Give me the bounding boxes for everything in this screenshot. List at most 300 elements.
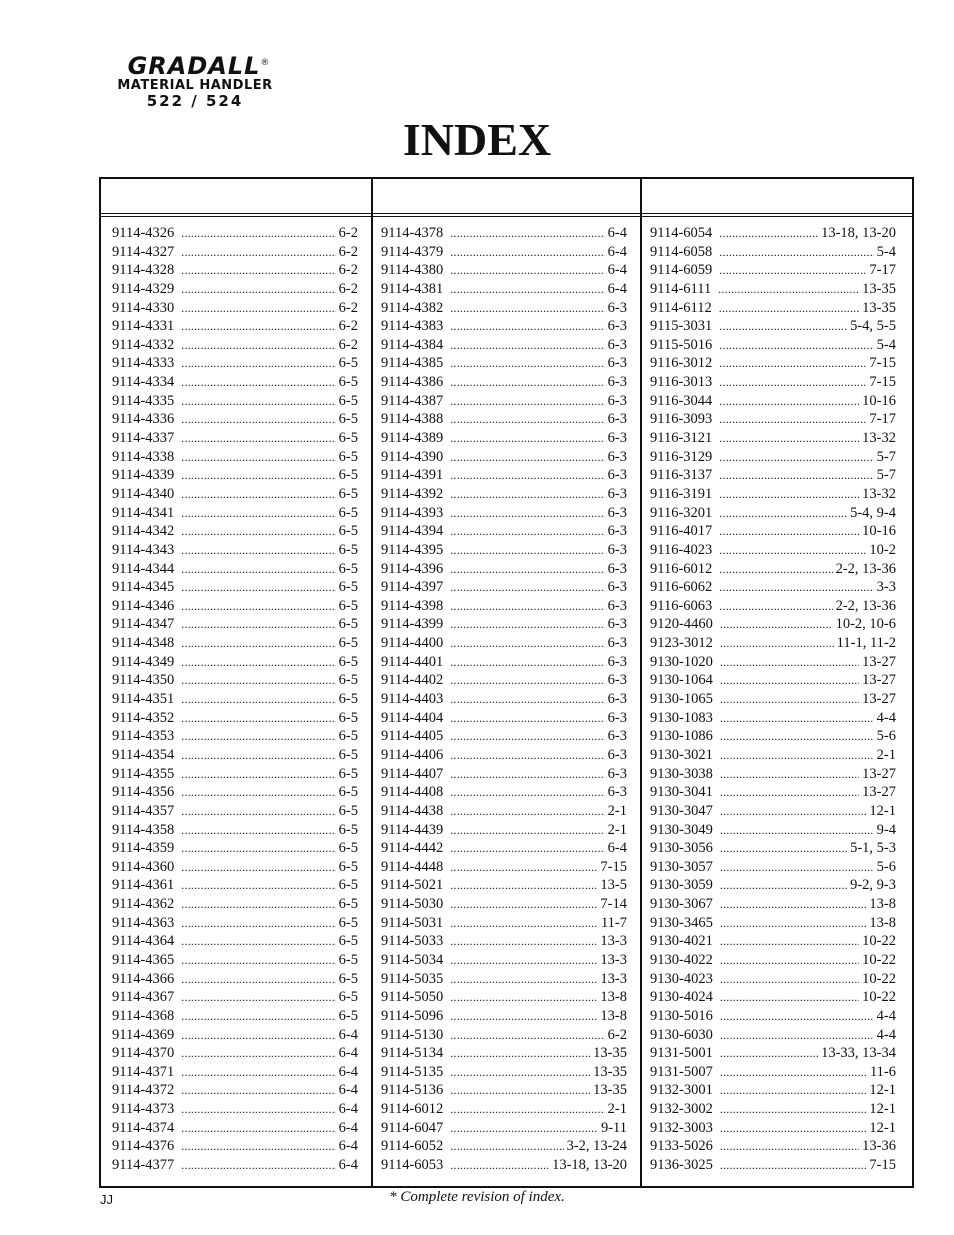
part-number: 9114-4353 [112,728,175,745]
index-entry [112,354,358,373]
index-entry [112,224,358,243]
dot-leader [450,317,604,336]
dot-leader [450,243,604,262]
index-entry [112,1100,358,1119]
page-reference: 3-2, 13-24 [566,1138,627,1155]
index-entry [381,466,627,485]
page-reference: 6-2 [338,262,358,279]
dot-leader [181,261,335,280]
dot-leader [720,690,859,709]
part-number: 9114-4340 [112,485,175,502]
page-reference: 6-5 [338,374,358,391]
part-number: 9130-5016 [650,1007,713,1024]
index-entry [650,522,896,541]
page-reference: 6-4 [338,1157,358,1174]
dot-leader [181,560,335,579]
dot-leader [181,895,335,914]
dot-leader [181,951,335,970]
index-entry [650,690,896,709]
page-reference: 6-3 [607,374,627,391]
index-entry [112,765,358,784]
dot-leader [450,504,604,523]
page-reference: 6-5 [338,392,358,409]
index-entry [112,541,358,560]
part-number: 9114-5134 [381,1045,444,1062]
page-reference: 6-5 [338,560,358,577]
index-entry [381,1100,627,1119]
dot-leader [181,336,335,355]
page-reference: 6-3 [607,504,627,521]
dot-leader [181,243,335,262]
dot-leader [450,802,604,821]
page-reference: 6-3 [607,560,627,577]
page-reference: 4-4 [876,1007,896,1024]
page-reference: 7-15 [869,355,896,372]
index-entry [650,634,896,653]
dot-leader [181,839,335,858]
dot-leader [181,1119,335,1138]
dot-leader [450,522,604,541]
dot-leader [181,1026,335,1045]
index-entry [650,466,896,485]
part-number: 9130-4023 [650,970,713,987]
page-reference: 6-5 [338,802,358,819]
part-number: 9114-4398 [381,597,444,614]
part-number: 9114-4342 [112,523,175,540]
dot-leader [450,634,604,653]
page-reference: 6-5 [338,914,358,931]
index-entry [650,858,896,877]
index-entry [381,932,627,951]
page-reference: 7-15 [600,858,627,875]
index-entry [381,299,627,318]
index-entry [381,653,627,672]
page-reference: 6-2 [338,225,358,241]
part-number: 9130-4021 [650,933,713,950]
part-number: 9132-3003 [650,1119,713,1136]
index-entry [381,243,627,262]
page-reference: 6-3 [607,653,627,670]
index-entry [381,504,627,523]
dot-leader [450,1081,590,1100]
part-number: 9130-3021 [650,746,713,763]
dot-leader [450,970,597,989]
index-entry [381,1026,627,1045]
page-reference: 10-22 [862,989,896,1006]
index-entry [650,336,896,355]
dot-leader [720,951,859,970]
page-reference: 6-5 [338,709,358,726]
part-number: 9114-4363 [112,914,175,931]
index-entry [650,895,896,914]
dot-leader [720,634,834,653]
dot-leader [181,634,335,653]
dot-leader [450,951,597,970]
page-reference: 5-6 [876,858,896,875]
dot-leader [720,1026,874,1045]
part-number: 9116-3013 [650,374,713,391]
part-number: 9114-4391 [381,467,444,484]
part-number: 9114-4399 [381,616,444,633]
dot-leader [719,485,859,504]
index-entry [650,783,896,802]
brand-name: GRADALL® [127,52,271,80]
part-number: 9116-3129 [650,448,713,465]
dot-leader [450,895,597,914]
index-entry [650,541,896,560]
index-entry [381,839,627,858]
part-number: 9114-5034 [381,951,444,968]
page-reference: 9-11 [600,1119,627,1136]
part-number: 9130-3056 [650,840,713,857]
page-reference: 6-3 [607,411,627,428]
part-number: 9116-3121 [650,430,713,447]
page-reference: 13-8 [869,896,896,913]
dot-leader [719,522,859,541]
index-entry [112,597,358,616]
dot-leader [181,1081,335,1100]
part-number: 9130-3041 [650,784,713,801]
page-reference: 13-32 [862,430,896,447]
dot-leader [450,783,604,802]
page-reference: 6-5 [338,616,358,633]
page-reference: 6-5 [338,840,358,857]
dot-leader [720,783,859,802]
page-reference: 10-22 [862,970,896,987]
part-number: 9114-4361 [112,877,175,894]
page-reference: 12-1 [869,802,896,819]
index-entry [650,988,896,1007]
page-reference: 9-4 [876,821,896,838]
index-entry [112,802,358,821]
index-entry [112,448,358,467]
part-number: 9114-4330 [112,299,175,316]
page-reference: 6-5 [338,896,358,913]
part-number: 9114-4439 [381,821,444,838]
page-reference: 6-3 [607,467,627,484]
part-number: 9114-4407 [381,765,444,782]
page-reference: 6-3 [607,784,627,801]
index-entry [381,821,627,840]
part-number: 9114-5136 [381,1082,444,1099]
page-reference: 5-4 [876,243,896,260]
part-number: 9114-5033 [381,933,444,950]
index-entry [650,1156,896,1175]
index-entry [381,541,627,560]
part-number: 9114-4355 [112,765,175,782]
index-entry [381,392,627,411]
page-reference: 6-4 [607,840,627,857]
dot-leader [450,615,604,634]
page-reference: 6-5 [338,821,358,838]
part-number: 9114-4387 [381,392,444,409]
dot-leader [720,1007,874,1026]
index-entry [650,951,896,970]
index-entry [650,1081,896,1100]
index-entry [381,410,627,429]
revision-note: * Complete revision of index. [389,1189,565,1205]
index-entry [381,429,627,448]
page-reference: 11-6 [869,1063,896,1080]
footer-code: JJ [100,1192,113,1207]
page-reference: 6-3 [607,299,627,316]
part-number: 9132-3001 [650,1082,713,1099]
index-entry [650,392,896,411]
index-entry [381,895,627,914]
part-number: 9114-4381 [381,280,444,297]
part-number: 9114-4394 [381,523,444,540]
dot-leader [719,299,859,318]
index-entry [650,709,896,728]
dot-leader [719,466,873,485]
index-entry [112,1063,358,1082]
dot-leader [181,671,335,690]
part-number: 9114-4364 [112,933,175,950]
part-number: 9114-4402 [381,672,444,689]
dot-leader [450,690,604,709]
page-reference: 6-5 [338,765,358,782]
part-number: 9114-4389 [381,430,444,447]
index-entry [112,634,358,653]
part-number: 9114-4386 [381,374,444,391]
page-reference: 12-1 [869,1119,896,1136]
part-number: 9116-3012 [650,355,713,372]
part-number: 9114-4357 [112,802,175,819]
dot-leader [450,1137,563,1156]
page-reference: 6-5 [338,746,358,763]
dot-leader [450,653,604,672]
index-entry [112,783,358,802]
index-entry [112,746,358,765]
part-number: 9114-4401 [381,653,444,670]
part-number: 9114-4388 [381,411,444,428]
part-number: 9114-5096 [381,1007,444,1024]
part-number: 9114-4360 [112,858,175,875]
page-reference: 13-18, 13-20 [821,225,896,241]
page-reference: 6-5 [338,728,358,745]
part-number: 9114-4335 [112,392,175,409]
dot-leader [181,354,335,373]
part-number: 9114-4448 [381,858,444,875]
part-number: 9114-4400 [381,635,444,652]
dot-leader [719,504,847,523]
page-reference: 13-27 [862,653,896,670]
dot-leader [720,1137,859,1156]
index-entry [650,410,896,429]
index-entry [112,522,358,541]
dot-leader [720,876,847,895]
index-entry [112,709,358,728]
dot-leader [450,336,604,355]
index-entry [381,634,627,653]
part-number: 9114-4344 [112,560,175,577]
dot-leader [720,1119,867,1138]
index-entry [381,783,627,802]
page-title: INDEX [402,114,552,165]
page-reference: 13-8 [600,989,627,1006]
dot-leader [720,1156,867,1175]
page-reference: 6-4 [607,225,627,241]
part-number: 9114-6054 [650,225,713,241]
index-entry [381,448,627,467]
index-entry [650,1119,896,1138]
page-reference: 6-3 [607,355,627,372]
part-number: 9114-4372 [112,1082,175,1099]
page-reference: 13-32 [862,485,896,502]
index-entry [381,1081,627,1100]
index-entry [381,317,627,336]
part-number: 9114-4397 [381,579,444,596]
index-entry [112,839,358,858]
dot-leader [719,448,873,467]
page-reference: 6-3 [607,672,627,689]
page-reference: 6-4 [338,1138,358,1155]
page-reference: 13-3 [600,933,627,950]
dot-leader [181,1044,335,1063]
index-entry [650,821,896,840]
page-reference: 4-4 [876,709,896,726]
dot-leader [450,765,604,784]
dot-leader [181,802,335,821]
index-entry [650,317,896,336]
index-entry [650,299,896,318]
index-entry [381,988,627,1007]
dot-leader [450,560,604,579]
part-number: 9114-4329 [112,280,175,297]
page-reference: 12-1 [869,1101,896,1118]
index-entry [112,1119,358,1138]
dot-leader [450,1156,549,1175]
part-number: 9114-5135 [381,1063,444,1080]
page-reference: 6-4 [338,1101,358,1118]
part-number: 9130-4022 [650,951,713,968]
part-number: 9114-4378 [381,225,444,241]
dot-leader [719,243,873,262]
part-number: 9114-4327 [112,243,175,260]
dot-leader [450,224,604,243]
part-number: 9114-4332 [112,336,175,353]
part-number: 9130-3059 [650,877,713,894]
part-number: 9114-5050 [381,989,444,1006]
part-number: 9131-5007 [650,1063,713,1080]
part-number: 9114-6053 [381,1157,444,1174]
dot-leader [720,895,867,914]
index-entry [381,690,627,709]
page-reference: 6-5 [338,523,358,540]
page-reference: 13-27 [862,691,896,708]
index-entry [112,1081,358,1100]
page-reference: 7-17 [869,411,896,428]
index-entry [650,653,896,672]
part-number: 9114-6111 [650,280,712,297]
index-entry [381,336,627,355]
part-number: 9120-4460 [650,616,713,633]
dot-leader [720,653,859,672]
part-number: 9114-4338 [112,448,175,465]
dot-leader [719,410,866,429]
page-reference: 6-5 [338,951,358,968]
dot-leader [181,410,335,429]
part-number: 9114-4405 [381,728,444,745]
index-entry [381,802,627,821]
part-number: 9114-4341 [112,504,175,521]
part-number: 9114-4349 [112,653,175,670]
part-number: 9114-6012 [381,1101,444,1118]
index-entry [112,410,358,429]
part-number: 9114-4362 [112,896,175,913]
part-number: 9114-6052 [381,1138,444,1155]
page-reference: 13-3 [600,970,627,987]
part-number: 9114-5030 [381,896,444,913]
page-reference: 5-6 [876,728,896,745]
index-entry [381,522,627,541]
part-number: 9114-4370 [112,1045,175,1062]
page-reference: 13-5 [600,877,627,894]
index-entry [381,1007,627,1026]
page-reference: 6-5 [338,467,358,484]
page-reference: 6-3 [607,541,627,558]
registered-mark: ® [260,58,271,68]
page-reference: 6-5 [338,970,358,987]
index-entry [650,970,896,989]
page-reference: 6-5 [338,430,358,447]
dot-leader [181,783,335,802]
page-reference: 6-5 [338,933,358,950]
page-reference: 6-4 [607,280,627,297]
page-reference: 6-5 [338,877,358,894]
dot-leader [720,988,859,1007]
part-number: 9114-4438 [381,802,444,819]
dot-leader [181,1156,335,1175]
index-entry [650,727,896,746]
page-reference: 2-1 [607,1101,627,1118]
dot-leader [719,373,866,392]
part-number: 9114-4356 [112,784,175,801]
part-number: 9116-3191 [650,485,713,502]
index-entry [381,615,627,634]
page-reference: 11-1, 11-2 [836,635,896,652]
page-reference: 11-7 [600,914,627,931]
page-reference: 9-2, 9-3 [850,877,896,894]
part-number: 9114-4404 [381,709,444,726]
part-number: 9114-4348 [112,635,175,652]
dot-leader [450,727,604,746]
page-reference: 6-5 [338,448,358,465]
page-reference: 6-3 [607,709,627,726]
page-reference: 10-2, 10-6 [835,616,896,633]
part-number: 9114-5031 [381,914,444,931]
index-entry [381,876,627,895]
page-reference: 7-17 [869,262,896,279]
dot-leader [450,1026,604,1045]
part-number: 9130-3465 [650,914,713,931]
index-entry [112,932,358,951]
index-entry [650,802,896,821]
page-reference: 6-3 [607,765,627,782]
page-reference: 4-4 [876,1026,896,1043]
part-number: 9114-4328 [112,262,175,279]
page-reference: 6-3 [607,616,627,633]
dot-leader [720,1063,867,1082]
dot-leader [450,709,604,728]
dot-leader [450,429,604,448]
dot-leader [181,578,335,597]
index-entry [381,485,627,504]
index-entry [381,224,627,243]
page-reference: 13-35 [593,1082,627,1099]
dot-leader [719,261,866,280]
part-number: 9130-1020 [650,653,713,670]
